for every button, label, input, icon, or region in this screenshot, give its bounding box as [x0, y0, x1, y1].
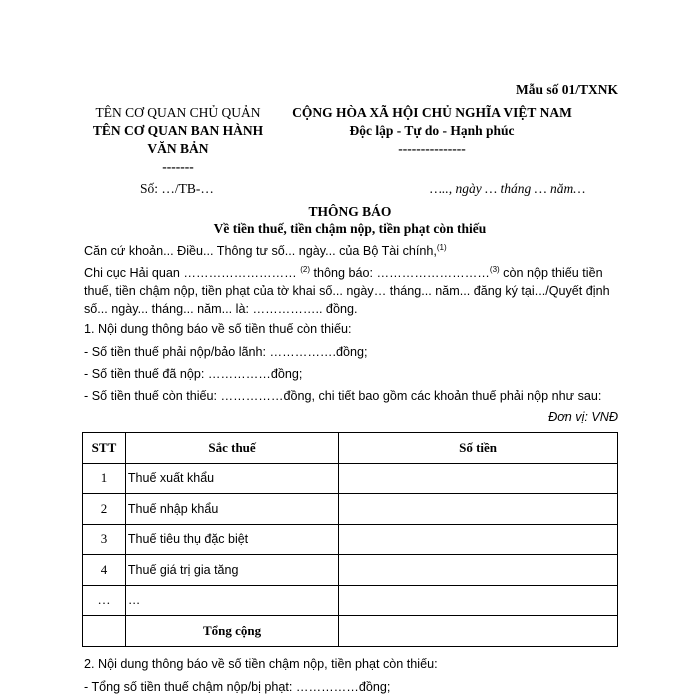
- row-tax-type: Thuế tiêu thụ đặc biệt: [125, 524, 338, 555]
- section-2-title: 2. Nội dung thông báo về số tiền chậm nộp, tiền phạt còn thiếu:: [84, 657, 438, 671]
- tax-table: [82, 432, 618, 647]
- row-stt: …: [83, 585, 126, 616]
- row-tax-type: Thuế giá trị gia tăng: [125, 555, 338, 586]
- national-motto: Độc lập - Tự do - Hạnh phúc: [349, 123, 515, 138]
- left-divider: -------: [162, 159, 194, 174]
- legal-basis-paragraph: [84, 242, 624, 260]
- issuing-agency-header: [88, 104, 268, 176]
- row-stt: 2: [83, 494, 126, 525]
- column-header-tax-type: Sắc thuế: [125, 433, 338, 464]
- row-amount: [339, 585, 618, 616]
- total-label: Tổng cộng: [125, 616, 338, 647]
- notice-paragraph: [84, 264, 624, 318]
- national-header: [282, 104, 582, 158]
- column-header-stt: STT: [83, 433, 126, 464]
- table-row: [83, 463, 618, 494]
- document-date: ….., ngày … tháng … năm…: [430, 181, 586, 196]
- table-row: [83, 555, 618, 586]
- table-row: [83, 494, 618, 525]
- row-tax-type: …: [125, 585, 338, 616]
- document-subtitle: Về tiền thuế, tiền chậm nộp, tiền phạt còn thiếu: [213, 221, 487, 236]
- row-stt: 4: [83, 555, 126, 586]
- section-2-item: - Tổng số tiền thuế chậm nộp/bị phạt: ……………đồng;: [84, 680, 391, 694]
- right-divider: ---------------: [398, 141, 466, 156]
- row-stt: 1: [83, 463, 126, 494]
- row-amount: [339, 463, 618, 494]
- row-amount: [339, 555, 618, 586]
- row-stt: 3: [83, 524, 126, 555]
- notice-part-1: Chi cục Hải quan ………………………: [84, 266, 301, 280]
- table-total-row: [83, 616, 618, 647]
- table-row: [83, 585, 618, 616]
- row-amount: [339, 494, 618, 525]
- row-amount: [339, 524, 618, 555]
- currency-unit: Đơn vị: VNĐ: [548, 410, 618, 424]
- parent-agency-name: TÊN CƠ QUAN CHỦ QUẢN: [95, 105, 261, 120]
- section-1-item: - Số tiền thuế đã nộp: ……………đồng;: [84, 367, 303, 381]
- legal-basis-text: Căn cứ khoản... Điều... Thông tư số... ngày... của Bộ Tài chính,: [84, 244, 437, 258]
- table-row: [83, 524, 618, 555]
- total-amount: [339, 616, 618, 647]
- total-stt: [83, 616, 126, 647]
- column-header-amount: Số tiền: [339, 433, 618, 464]
- issuing-agency-name: TÊN CƠ QUAN BAN HÀNH: [92, 123, 264, 138]
- form-code: Mẫu số 01/TXNK: [515, 82, 618, 97]
- row-tax-type: Thuế nhập khẩu: [125, 494, 338, 525]
- national-name: CỘNG HÒA XÃ HỘI CHỦ NGHĨA VIỆT NAM: [292, 105, 572, 120]
- section-1-item: - Số tiền thuế phải nộp/bảo lãnh: …………….đồng;: [84, 345, 368, 359]
- footnote-3: (3): [489, 264, 500, 274]
- section-1-title: 1. Nội dung thông báo về số tiền thuế còn thiếu:: [84, 322, 352, 336]
- notice-part-2: thông báo: ………………………: [310, 266, 490, 280]
- notice-part-3: còn nộp thiếu tiền thuế, tiền chậm nộp, tiền phạt của tờ khai số... ngày… tháng... năm... đăng ký tại.../Quyết định số... ngày... tháng... năm... là: …………….. đồng.: [84, 266, 610, 316]
- section-1-item: - Số tiền thuế còn thiếu: ……………đồng, chi tiết bao gồm các khoản thuế phải nộp như sau:: [84, 389, 602, 403]
- document-number: Số: …/TB-…: [140, 181, 214, 196]
- issuing-agency-name-cont: VĂN BẢN: [147, 141, 209, 156]
- document-title: THÔNG BÁO: [308, 204, 392, 219]
- row-tax-type: Thuế xuất khẩu: [125, 463, 338, 494]
- footnote-1: (1): [436, 242, 447, 252]
- table-header-row: [83, 433, 618, 464]
- footnote-2: (2): [300, 264, 311, 274]
